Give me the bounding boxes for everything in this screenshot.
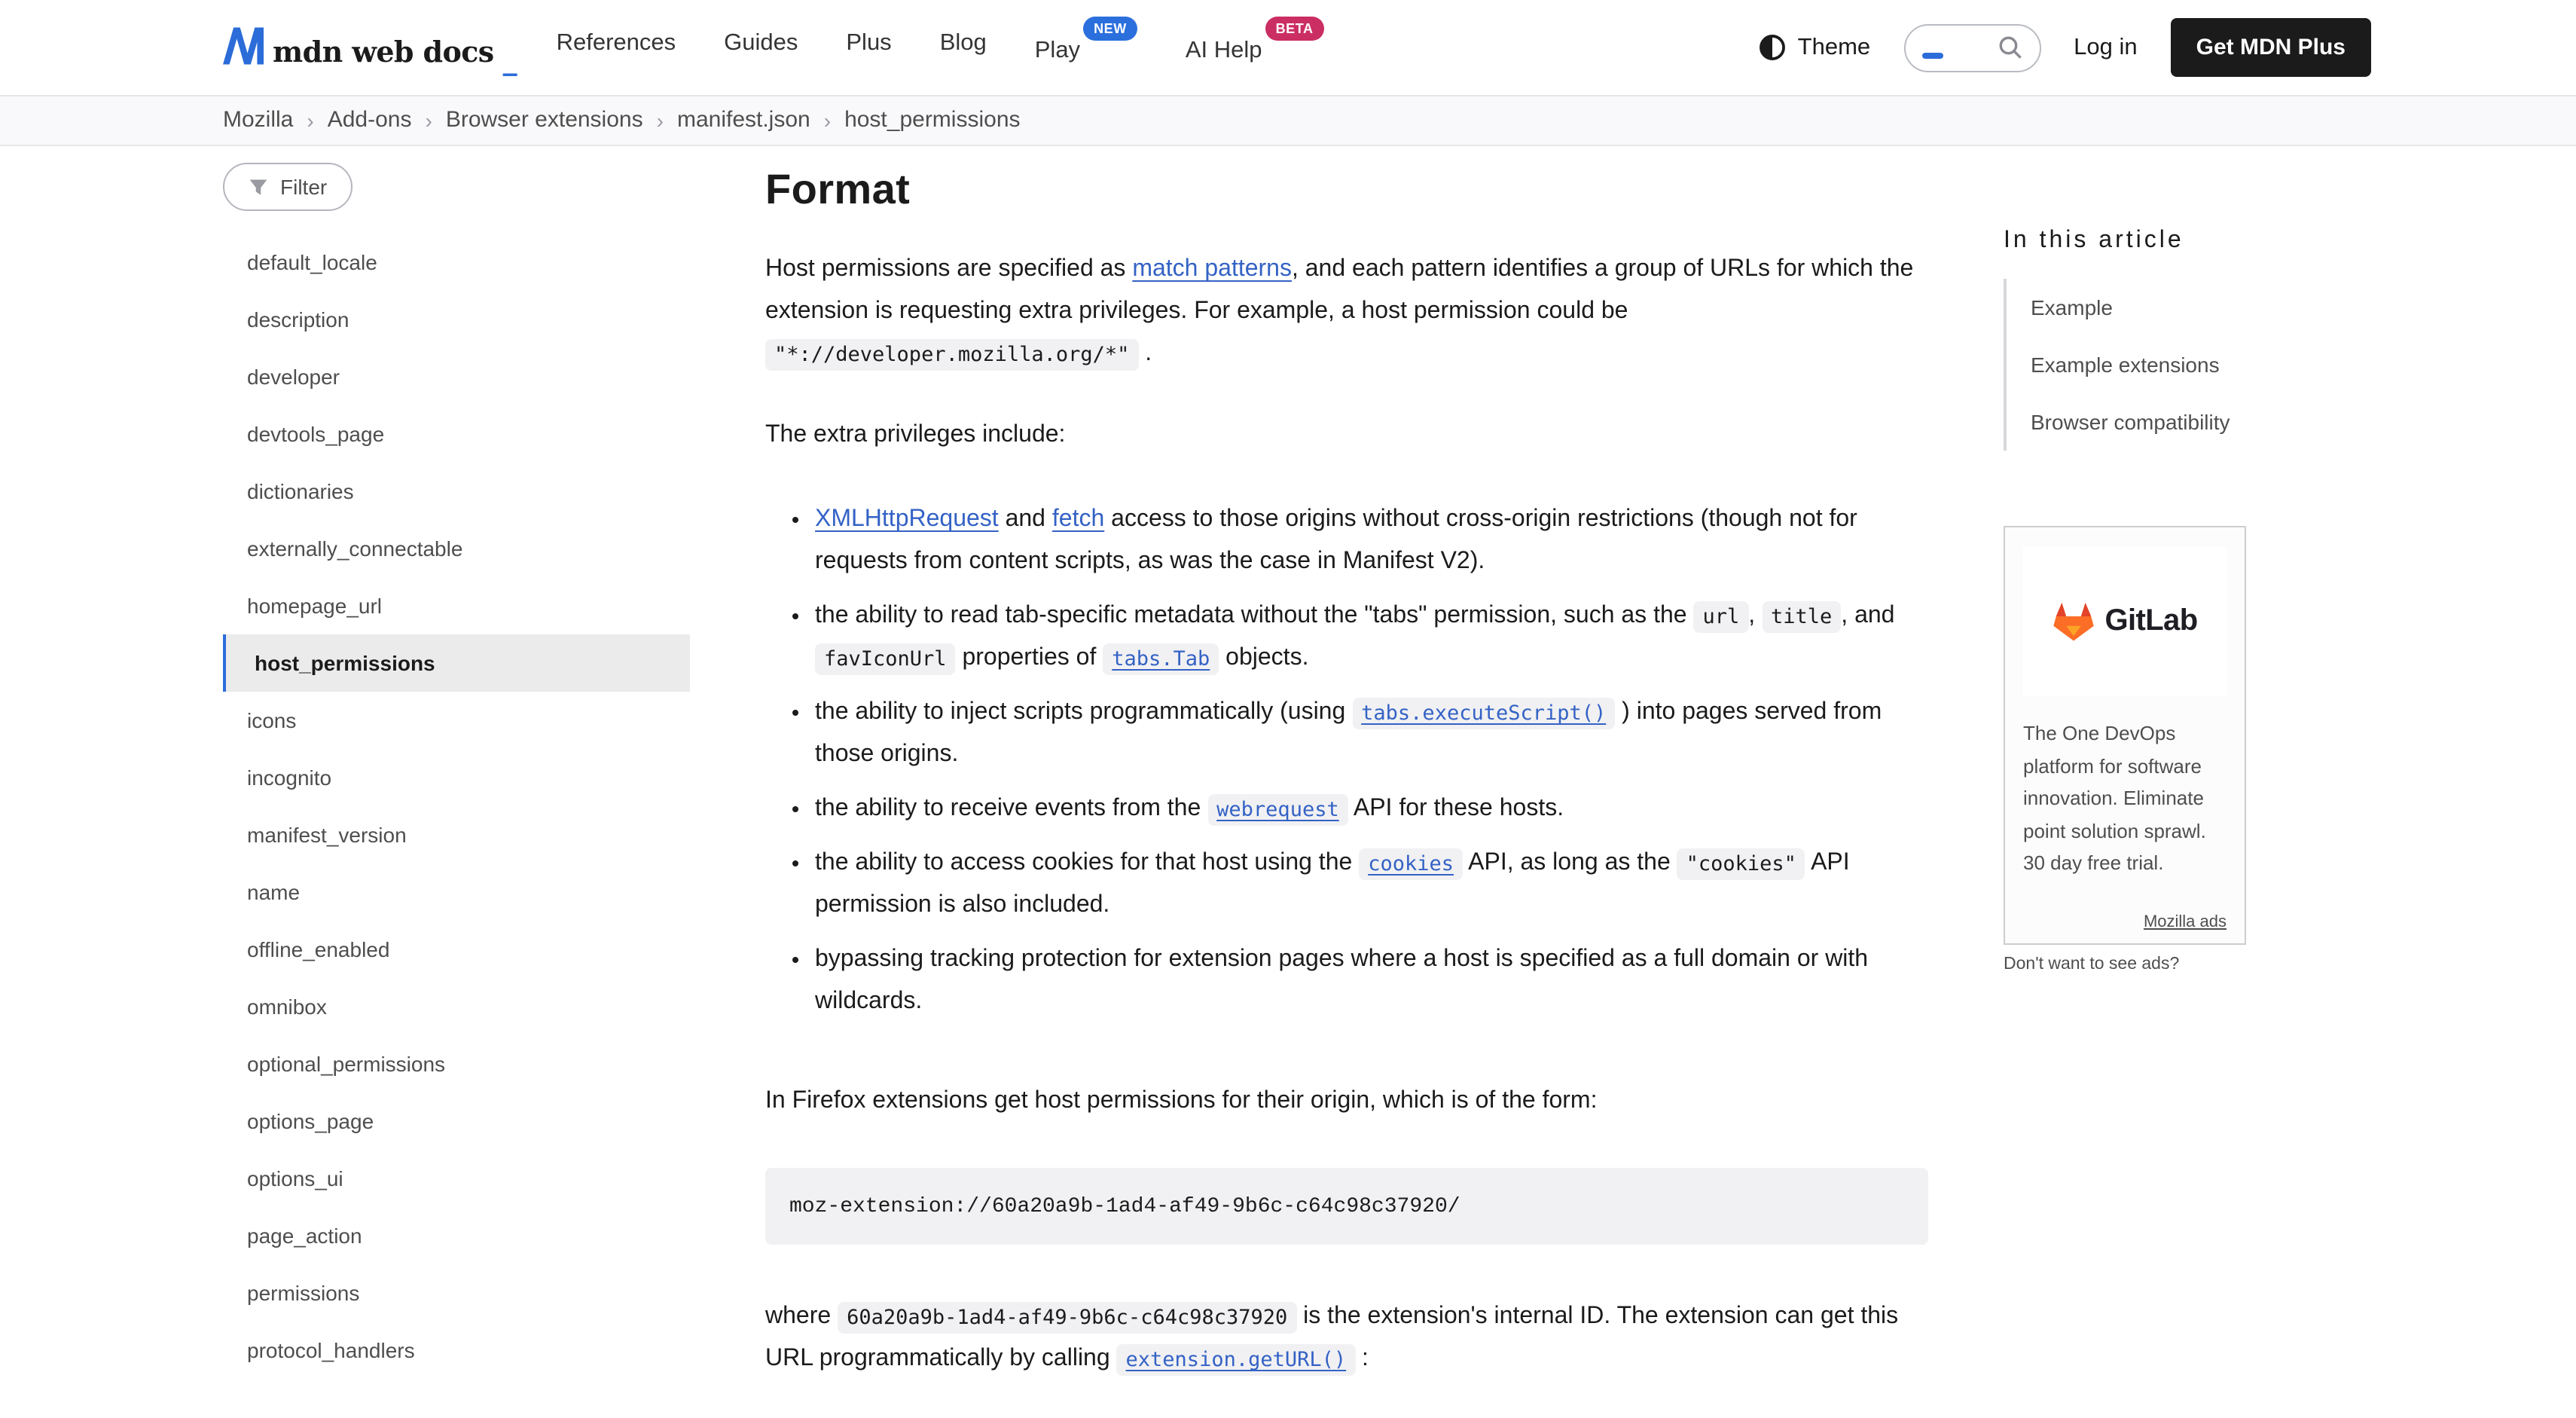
sidebar-item-options-ui xyxy=(223,1150,690,1207)
list-item: • XMLHttpRequest and fetch access to those origins without cross-origin restrictions (though not for requests from content scripts, as was the case in Manifest V2). xyxy=(815,499,1928,583)
toc-link-example-extensions[interactable]: Example extensions xyxy=(2031,353,2220,377)
mozilla-ads-link[interactable]: Mozilla ads xyxy=(2143,912,2227,931)
text-link-xmlhttprequest[interactable]: XMLHttpRequest xyxy=(815,506,999,532)
nav-link-blog[interactable] xyxy=(940,31,987,57)
sidebar-item-host-permissions xyxy=(223,634,690,692)
sidebar-link-default-locale[interactable]: default_locale xyxy=(247,250,377,274)
theme-label: Theme xyxy=(1797,34,1871,60)
nav-link-label: Blog xyxy=(939,30,987,57)
nav-link-play[interactable] xyxy=(1034,21,1137,63)
search-input[interactable] xyxy=(1903,23,2040,72)
breadcrumb-item xyxy=(844,107,1020,134)
toc xyxy=(2004,228,2374,451)
sponsor-ad[interactable] xyxy=(2004,526,2246,944)
sidebar-link-options-page[interactable]: options_page xyxy=(247,1109,374,1133)
mdn-logo[interactable] xyxy=(223,27,517,77)
article-body xyxy=(765,249,1928,1380)
text-link-fetch[interactable]: fetch xyxy=(1051,506,1105,532)
breadcrumb-link-host-permissions[interactable]: host_permissions xyxy=(844,107,1021,133)
nav-link-label: Guides xyxy=(724,30,798,57)
search-icon xyxy=(1997,35,2022,60)
toc-link-browser-compatibility[interactable]: Browser compatibility xyxy=(2031,410,2230,434)
breadcrumb-item xyxy=(328,107,412,134)
paragraph: Host permissions are specified as match patterns, and each pattern identifies a group of URLs for which the extension is requesting extra privileges. For example, a host permission could be "*://developer.mozilla.org/*" . xyxy=(765,249,1928,375)
toc-list xyxy=(2004,279,2374,451)
code-block xyxy=(765,1168,1928,1245)
breadcrumb-item xyxy=(677,107,810,134)
breadcrumb-bar xyxy=(0,96,2576,146)
list-item: • the ability to inject scripts programmatically (using tabs.executeScript() ) into pages served from those origins. xyxy=(815,692,1928,776)
nav-link-label: AI Help xyxy=(1185,37,1262,63)
search-shortcut-hint xyxy=(1921,53,1943,58)
sidebar-item-description xyxy=(223,291,690,348)
theme-switcher-button[interactable] xyxy=(1759,33,1871,62)
sidebar-item-options-page xyxy=(223,1093,690,1150)
toc-heading: In this article xyxy=(2004,228,2184,253)
list-item: • the ability to receive events from the webrequest API for these hosts. xyxy=(815,788,1928,830)
inline-code: "cookies" xyxy=(1677,848,1805,879)
filter-label: Filter xyxy=(280,175,328,199)
article-content xyxy=(765,146,1928,1418)
nav-link-label: Play xyxy=(1034,37,1081,63)
inline-code: title xyxy=(1762,601,1841,632)
sidebar-item-optional-permissions xyxy=(223,1035,690,1093)
right-rail xyxy=(2004,146,2374,1418)
breadcrumb-item xyxy=(446,107,643,134)
sidebar-link-omnibox[interactable]: omnibox xyxy=(247,995,327,1019)
sidebar-link-optional-permissions[interactable]: optional_permissions xyxy=(247,1052,446,1076)
nav-link-ai-help[interactable] xyxy=(1185,21,1324,63)
document-sidebar xyxy=(223,146,690,1418)
sidebar-item-externally-connectable xyxy=(223,520,690,577)
sidebar-list xyxy=(223,234,690,1379)
privileges-list xyxy=(765,499,1928,1023)
page-layout xyxy=(0,146,2576,1418)
sidebar-item-icons xyxy=(223,692,690,749)
sidebar-item-developer xyxy=(223,348,690,405)
section-heading-format: Format xyxy=(765,166,911,212)
toc-link-example[interactable]: Example xyxy=(2031,295,2113,319)
code-link-extension-geturl[interactable]: extension.getURL() xyxy=(1117,1343,1356,1375)
breadcrumb xyxy=(223,96,2353,145)
mdn-logo-underscore: _ xyxy=(502,43,517,77)
paragraph: In Firefox extensions get host permissions for their origin, which is of the form: xyxy=(765,1088,1598,1114)
sidebar-link-externally-connectable[interactable]: externally_connectable xyxy=(247,536,463,561)
breadcrumb-link-manifest-json[interactable]: manifest.json xyxy=(676,107,810,133)
sidebar-item-incognito xyxy=(223,749,690,806)
sidebar-link-developer[interactable]: developer xyxy=(247,365,340,389)
sidebar-link-description[interactable]: description xyxy=(247,307,349,332)
sidebar-link-dictionaries[interactable]: dictionaries xyxy=(247,479,354,503)
sidebar-item-default-locale xyxy=(223,234,690,291)
nav-link-label: Plus xyxy=(846,30,892,57)
breadcrumb-separator: › xyxy=(425,108,432,133)
code-link-tabs-executescript[interactable]: tabs.executeScript() xyxy=(1352,697,1615,729)
sidebar-filter-button[interactable] xyxy=(223,163,353,211)
nav-link-plus[interactable] xyxy=(846,31,891,57)
login-link[interactable]: Log in xyxy=(2074,34,2138,60)
inline-code: 60a20a9b-1ad4-af49-9b6c-c64c98c37920 xyxy=(838,1301,1296,1333)
toc-item xyxy=(2007,279,2374,336)
sidebar-item-dictionaries xyxy=(223,463,690,520)
inline-code: favIconUrl xyxy=(815,643,956,674)
gitlab-logo-icon xyxy=(2052,601,2095,642)
ads-optout-link[interactable]: Don't want to see ads? xyxy=(2004,955,2180,973)
nav-link-label: References xyxy=(556,30,676,57)
sidebar-item-devtools-page xyxy=(223,405,690,463)
nav-link-references[interactable] xyxy=(557,31,676,57)
list-item: • the ability to read tab-specific metadata without the "tabs" permission, such as the url , title , and favIconUrl properties of tabs.Tab objects. xyxy=(815,595,1928,680)
header-actions xyxy=(1759,18,2371,77)
sidebar-link-homepage-url[interactable]: homepage_url xyxy=(247,594,383,618)
breadcrumb-link-browser-extensions[interactable]: Browser extensions xyxy=(445,107,643,133)
code-link-webrequest[interactable]: webrequest xyxy=(1207,793,1348,825)
breadcrumb-link-add-ons[interactable]: Add-ons xyxy=(327,107,412,133)
breadcrumb-item xyxy=(223,107,293,134)
breadcrumb-separator: › xyxy=(656,108,664,133)
sidebar-link-offline-enabled[interactable]: offline_enabled xyxy=(247,937,390,961)
sidebar-link-incognito[interactable]: incognito xyxy=(247,766,332,790)
sidebar-link-host-permissions[interactable]: host_permissions xyxy=(223,634,690,692)
list-item: • bypassing tracking protection for extension pages where a host is specified as a full domain or with wildcards. xyxy=(815,939,1928,1023)
text-link-match-patterns[interactable]: match patterns xyxy=(1132,256,1292,282)
sidebar-item-name xyxy=(223,863,690,921)
code-link-cookies[interactable]: cookies xyxy=(1359,848,1463,879)
sidebar-link-devtools-page[interactable]: devtools_page xyxy=(247,422,385,446)
mdn-logo-text: mdn web docs xyxy=(273,36,494,69)
ad-logo-panel xyxy=(2023,547,2227,696)
sidebar-link-icons[interactable]: icons xyxy=(247,708,297,732)
breadcrumb-link-mozilla[interactable]: Mozilla xyxy=(223,107,294,133)
theme-icon xyxy=(1759,33,1787,62)
sidebar-item-page-action xyxy=(223,1207,690,1264)
sidebar-link-manifest-version[interactable]: manifest_version xyxy=(247,823,407,847)
paragraph: The extra privileges include: xyxy=(765,422,1066,448)
paragraph: where 60a20a9b-1ad4-af49-9b6c-c64c98c37920 is the extension's internal ID. The extension can get this URL programmatically by calling extension.getURL() : xyxy=(765,1296,1928,1380)
beta-badge: BETA xyxy=(1265,17,1324,41)
list-item: • the ability to access cookies for that host using the cookies API, as long as the "cookies" API permission is also included. xyxy=(815,842,1928,927)
breadcrumb-separator: › xyxy=(823,108,832,133)
sidebar-item-manifest-version xyxy=(223,806,690,863)
get-mdn-plus-button[interactable]: Get MDN Plus xyxy=(2171,18,2371,77)
sidebar-item-protocol-handlers xyxy=(223,1322,690,1379)
toc-item xyxy=(2007,336,2374,393)
sidebar-item-offline-enabled xyxy=(223,921,690,978)
new-badge: NEW xyxy=(1083,17,1137,41)
sidebar-link-permissions[interactable]: permissions xyxy=(247,1281,360,1305)
inline-code: "*://developer.mozilla.org/*" xyxy=(765,338,1138,370)
main-nav xyxy=(556,21,1324,64)
sidebar-item-permissions xyxy=(223,1264,690,1322)
mdn-logo-icon xyxy=(223,27,264,65)
toc-item xyxy=(2007,393,2374,451)
inline-code: url xyxy=(1693,601,1748,632)
sidebar-link-options-ui[interactable]: options_ui xyxy=(247,1166,343,1190)
sidebar-item-homepage-url xyxy=(223,577,690,634)
sidebar-link-page-action[interactable]: page_action xyxy=(247,1224,362,1248)
sidebar-link-name[interactable]: name xyxy=(247,880,301,904)
filter-icon xyxy=(249,177,268,197)
ad-text: The One DevOps platform for software innovation. Eliminate point solution sprawl. 30 day free trial. xyxy=(2023,722,2206,874)
nav-link-guides[interactable] xyxy=(724,31,798,57)
site-header xyxy=(0,0,2576,96)
sidebar-link-protocol-handlers[interactable]: protocol_handlers xyxy=(247,1338,415,1362)
sidebar-item-omnibox xyxy=(223,978,690,1035)
breadcrumb-separator: › xyxy=(307,108,314,133)
code-block-content: moz-extension://60a20a9b-1ad4-af49-9b6c-c64c98c37920/ xyxy=(789,1195,1460,1219)
gitlab-logo-text: GitLab xyxy=(2104,604,2198,637)
code-link-tabs-tab[interactable]: tabs.Tab xyxy=(1103,643,1219,674)
